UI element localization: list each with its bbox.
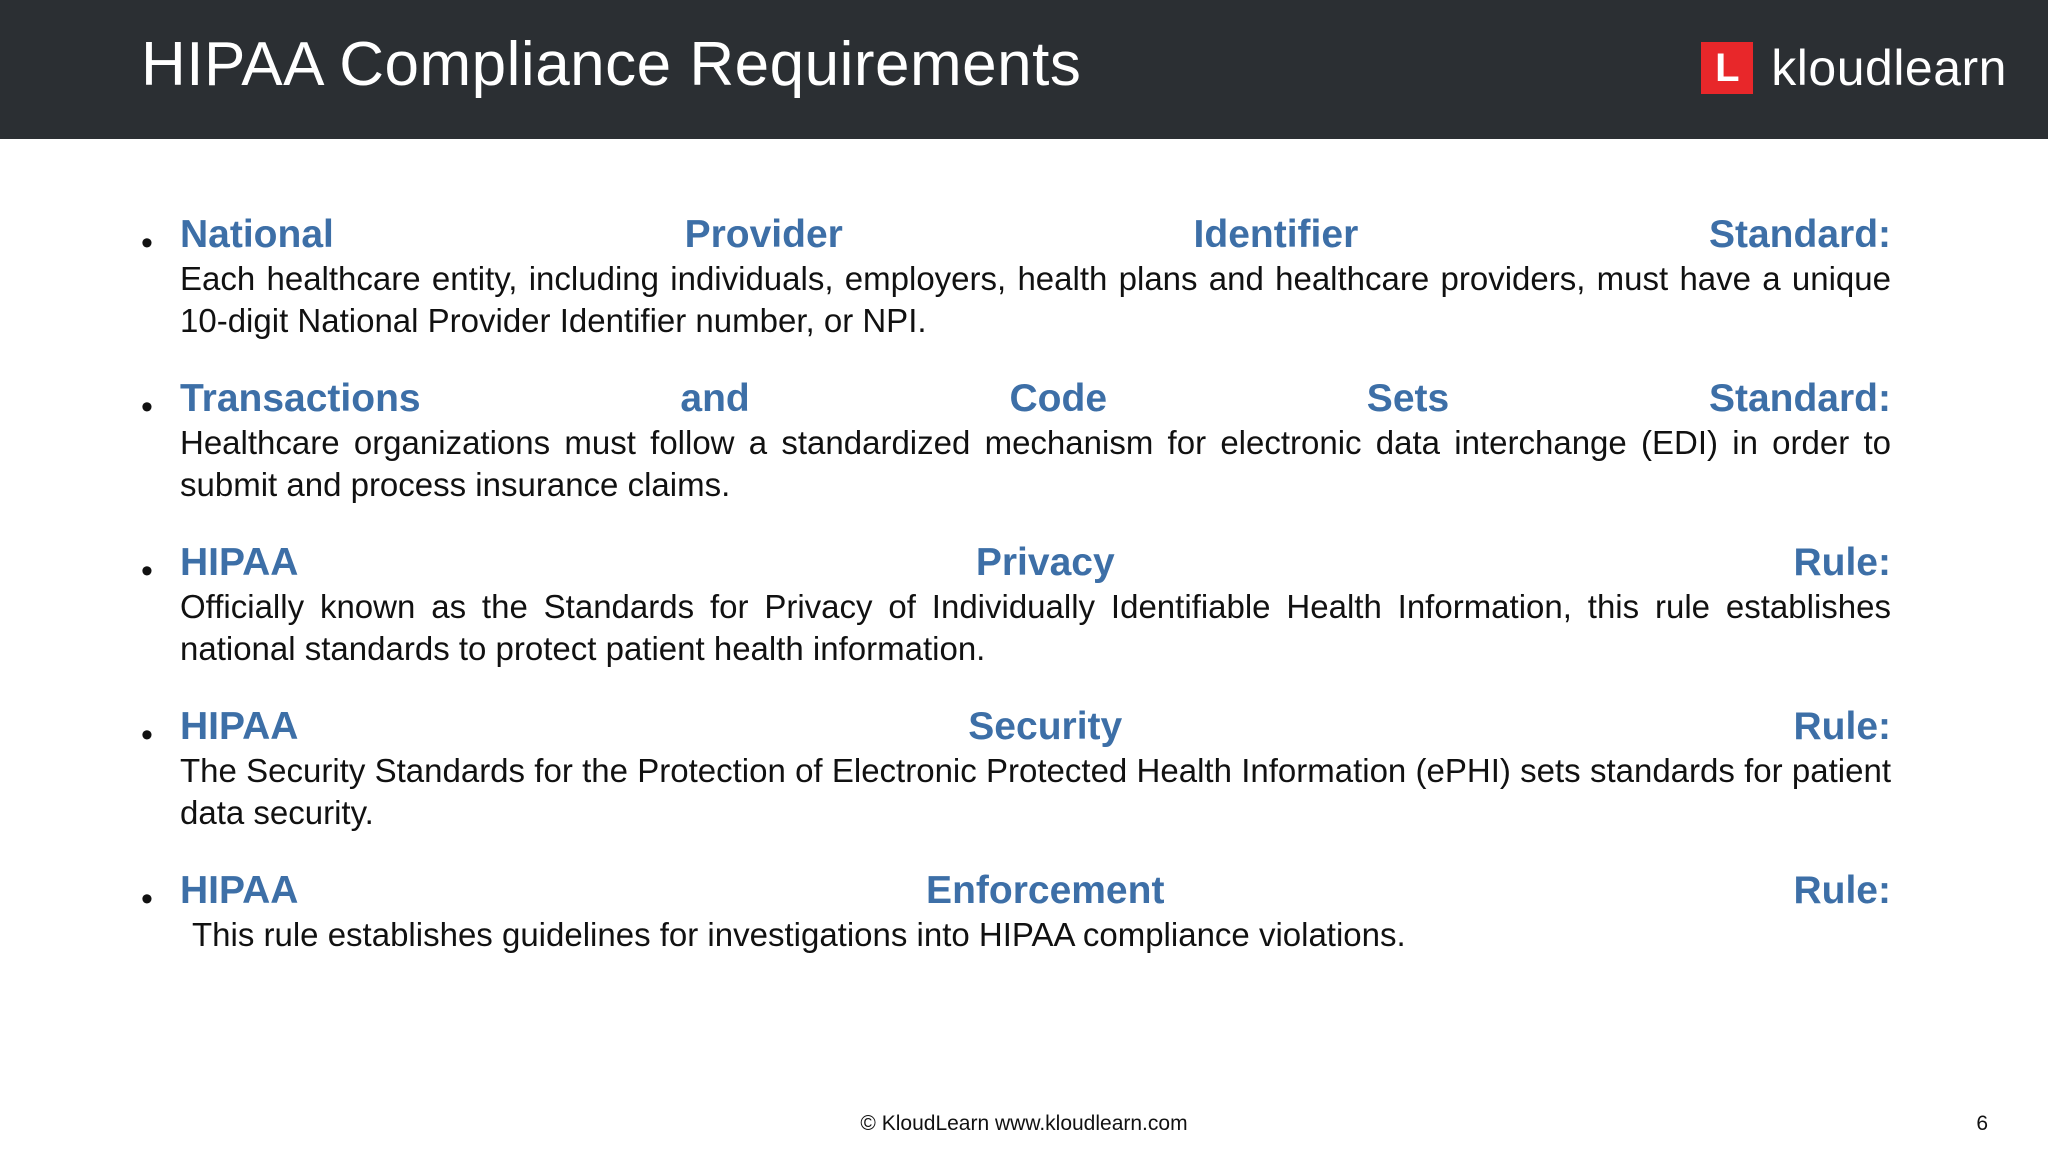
item-heading: HIPAA Privacy Rule: [180, 541, 1891, 584]
item-description: Each healthcare entity, including individuals, employers, health plans and healthcare providers, must have a unique 10-digit National Provider Identifier number, or NPI. [180, 260, 1891, 339]
list-item [141, 540, 1891, 670]
item-heading: Transactions and Code Sets Standard: [180, 377, 1891, 420]
list-item [141, 868, 1891, 956]
item-heading: HIPAA Security Rule: [180, 705, 1891, 748]
list-item [141, 212, 1891, 342]
list-item [141, 704, 1891, 834]
logo-text: kloudlearn [1771, 40, 2007, 96]
bullet-icon: • [141, 716, 153, 754]
item-heading: HIPAA Enforcement Rule: [180, 869, 1891, 912]
header-bar [0, 0, 2048, 139]
page-number: 6 [1976, 1112, 1988, 1135]
list-item [141, 376, 1891, 506]
bullet-icon: • [141, 880, 153, 918]
item-description: This rule establishes guidelines for investigations into HIPAA compliance violations. [192, 916, 1406, 953]
bullet-icon: • [141, 224, 153, 262]
slide-title: HIPAA Compliance Requirements [141, 30, 1082, 99]
logo-mark-icon: L [1701, 42, 1753, 94]
footer-copyright: © KloudLearn www.kloudlearn.com [860, 1112, 1188, 1135]
bullet-icon: • [141, 552, 153, 590]
item-description: The Security Standards for the Protection of Electronic Protected Health Information (ePHI) sets standards for patient data security. [180, 752, 1891, 831]
item-description: Officially known as the Standards for Privacy of Individually Identifiable Health Information, this rule establishes national standards to protect patient health information. [180, 588, 1891, 667]
item-description: Healthcare organizations must follow a standardized mechanism for electronic data interchange (EDI) in order to submit and process insurance claims. [180, 424, 1891, 503]
kloudlearn-logo [1701, 40, 2007, 96]
bullet-icon: • [141, 388, 153, 426]
item-heading: National Provider Identifier Standard: [180, 213, 1891, 256]
requirements-list [141, 212, 1891, 990]
